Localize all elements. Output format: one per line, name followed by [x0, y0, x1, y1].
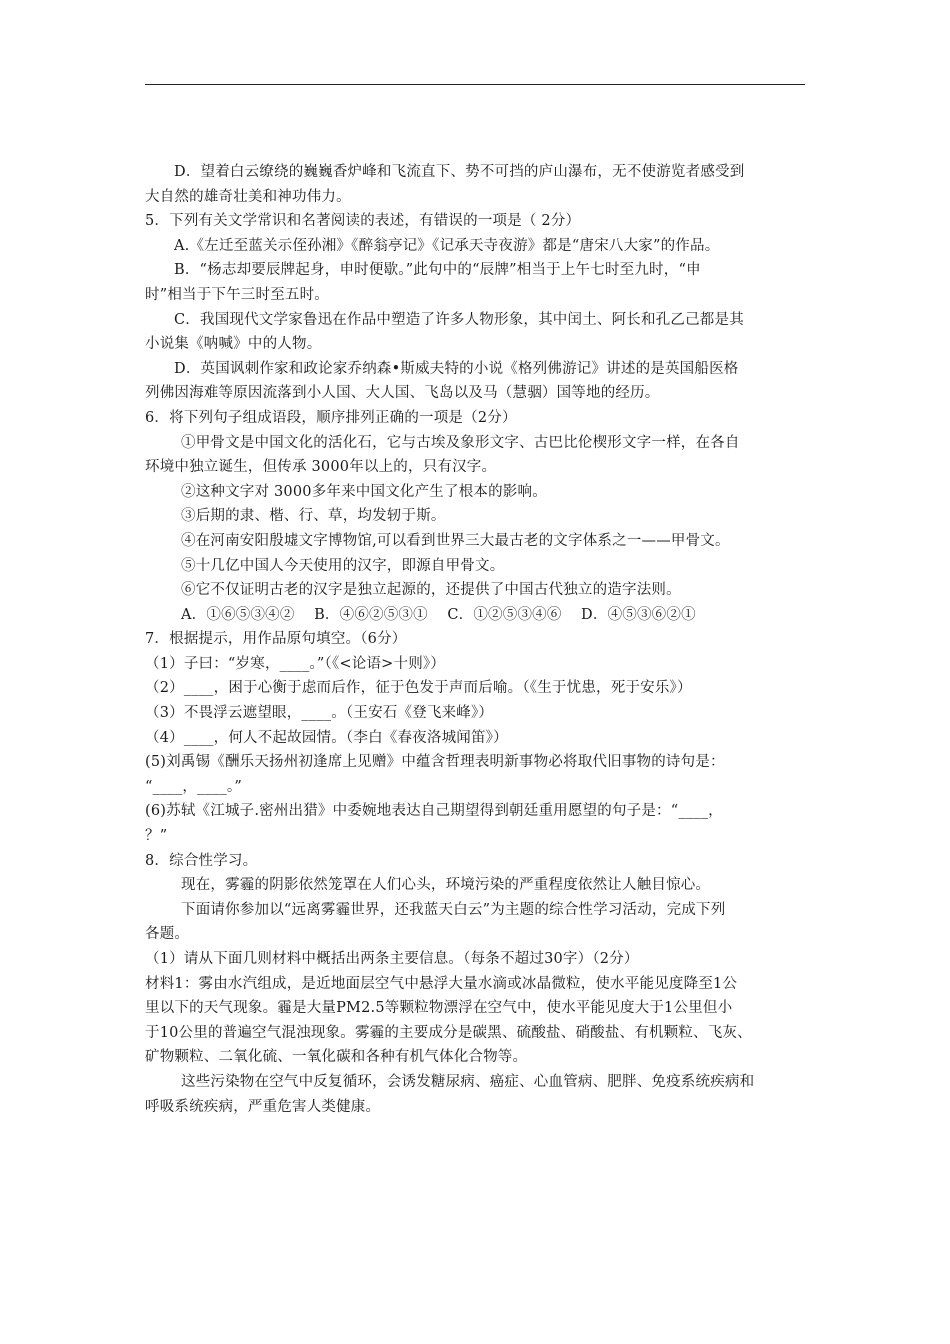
text-line: 于10公里的普遍空气混浊现象。雾霾的主要成分是碳黑、硫酸盐、硝酸盐、有机颗粒、飞灰、: [145, 1024, 752, 1041]
text-line: 小说集《呐喊》中的人物。: [145, 336, 322, 353]
text-line: 5．下列有关文学常识和名著阅读的表述，有错误的一项是（ 2分）: [145, 213, 581, 230]
text-line: “____，____。”: [145, 778, 242, 795]
text-line: ③后期的隶、楷、行、草，均发轫于斯。: [181, 508, 446, 525]
text-line: 大自然的雄奇壮美和神功伟力。: [145, 188, 351, 205]
text-line: ①甲骨文是中国文化的活化石，它与古埃及象形文字、古巴比伦楔形文字一样，在各自: [181, 434, 740, 451]
text-line: A．①⑥⑤③④② B．④⑥②⑤③① C．①②⑤③④⑥ D．④⑤③⑥②①: [181, 606, 696, 623]
text-line: ⑥它不仅证明古老的汉字是独立起源的，还提供了中国古代独立的造字法则。: [181, 582, 681, 599]
text-line: 现在，雾霾的阴影依然笼罩在人们心头，环境污染的严重程度依然让人触目惊心。: [181, 877, 711, 894]
text-line: ②这种文字对 3000多年来中国文化产生了根本的影响。: [181, 483, 547, 500]
text-line: ？”: [145, 828, 168, 845]
text-line: （1）子曰：“岁寒，____。”（《<论语>十则》）: [145, 655, 446, 672]
text-line: ④在河南安阳殷墟文字博物馆,可以看到世界三大最古老的文字体系之一——甲骨文。: [181, 532, 730, 549]
text-line: 6．将下列句子组成语段，顺序排列正确的一项是（2分）: [145, 409, 517, 426]
text-line: (5)刘禹锡《酬乐天扬州初逢席上见赠》中蕴含哲理表明新事物必将取代旧事物的诗句是：: [145, 754, 725, 771]
text-line: D．英国讽刺作家和政论家乔纳森•斯威夫特的小说《格列佛游记》讲述的是英国船医格: [174, 360, 739, 377]
text-line: A.《左迁至蓝关示侄孙湘》《醉翁亭记》《记承天寺夜游》都是“唐宋八大家”的作品。: [174, 237, 720, 254]
text-line: 8．综合性学习。: [145, 852, 258, 869]
text-line: 环境中独立诞生，但传承 3000年以上的，只有汉字。: [145, 459, 497, 476]
text-line: ⑤十几亿中国人今天使用的汉字，即源自甲骨文。: [181, 557, 505, 574]
document-body: [145, 160, 807, 1119]
text-line: (6)苏轼《江城子.密州出猎》中委婉地表达自己期望得到朝廷重用愿望的句子是：“____，: [145, 803, 723, 820]
text-line: C．我国现代文学家鲁迅在作品中塑造了许多人物形象，其中闰土、阿长和孔乙己都是其: [174, 311, 744, 328]
text-line: （4）____，何人不起故园情。（李白《春夜洛城闻笛》）: [145, 729, 508, 746]
text-line: 材料1：雾由水汽组成，是近地面层空气中悬浮大量水滴或冰晶微粒，使水平能见度降至1公: [145, 975, 738, 992]
text-line: 矿物颗粒、二氧化硫、一氧化碳和各种有机气体化合物等。: [145, 1049, 528, 1066]
text-line: 呼吸系统疾病，严重危害人类健康。: [145, 1098, 381, 1115]
text-line: （3）不畏浮云遮望眼，____。（王安石《登飞来峰》）: [145, 705, 494, 722]
text-line: 7．根据提示，用作品原句填空。（6分）: [145, 631, 407, 648]
text-line: 各题。: [145, 926, 190, 943]
text-line: 时”相当于下午三时至五时。: [145, 286, 330, 303]
text-line: 列佛因海难等原因流落到小人国、大人国、飞岛以及马（慧骃）国等地的经历。: [145, 385, 660, 402]
text-line: B．“杨志却要辰牌起身，申时便歇。”此句中的“辰牌”相当于上午七时至九时，“申: [174, 262, 701, 279]
text-line: D．望着白云缭绕的巍巍香炉峰和飞流直下、势不可挡的庐山瀑布，无不使游览者感受到: [174, 164, 745, 180]
text-line: 里以下的天气现象。霾是大量PM2.5等颗粒物漂浮在空气中，使水平能见度大于1公里但小: [145, 1000, 733, 1017]
text-line: （2）____，困于心衡于虑而后作，征于色发于声而后喻。（《生于忧患，死于安乐》）: [145, 680, 692, 697]
text-line: （1）请从下面几则材料中概括出两条主要信息。（每条不超过30字）（2分）: [145, 951, 639, 967]
text-line: 下面请你参加以“远离雾霾世界，还我蓝天白云”为主题的综合性学习活动，完成下列: [181, 901, 726, 918]
text-line: 这些污染物在空气中反复循环，会诱发糖尿病、癌症、心血管病、肥胖、免疫系统疾病和: [181, 1073, 755, 1090]
header-rule: [145, 84, 805, 85]
